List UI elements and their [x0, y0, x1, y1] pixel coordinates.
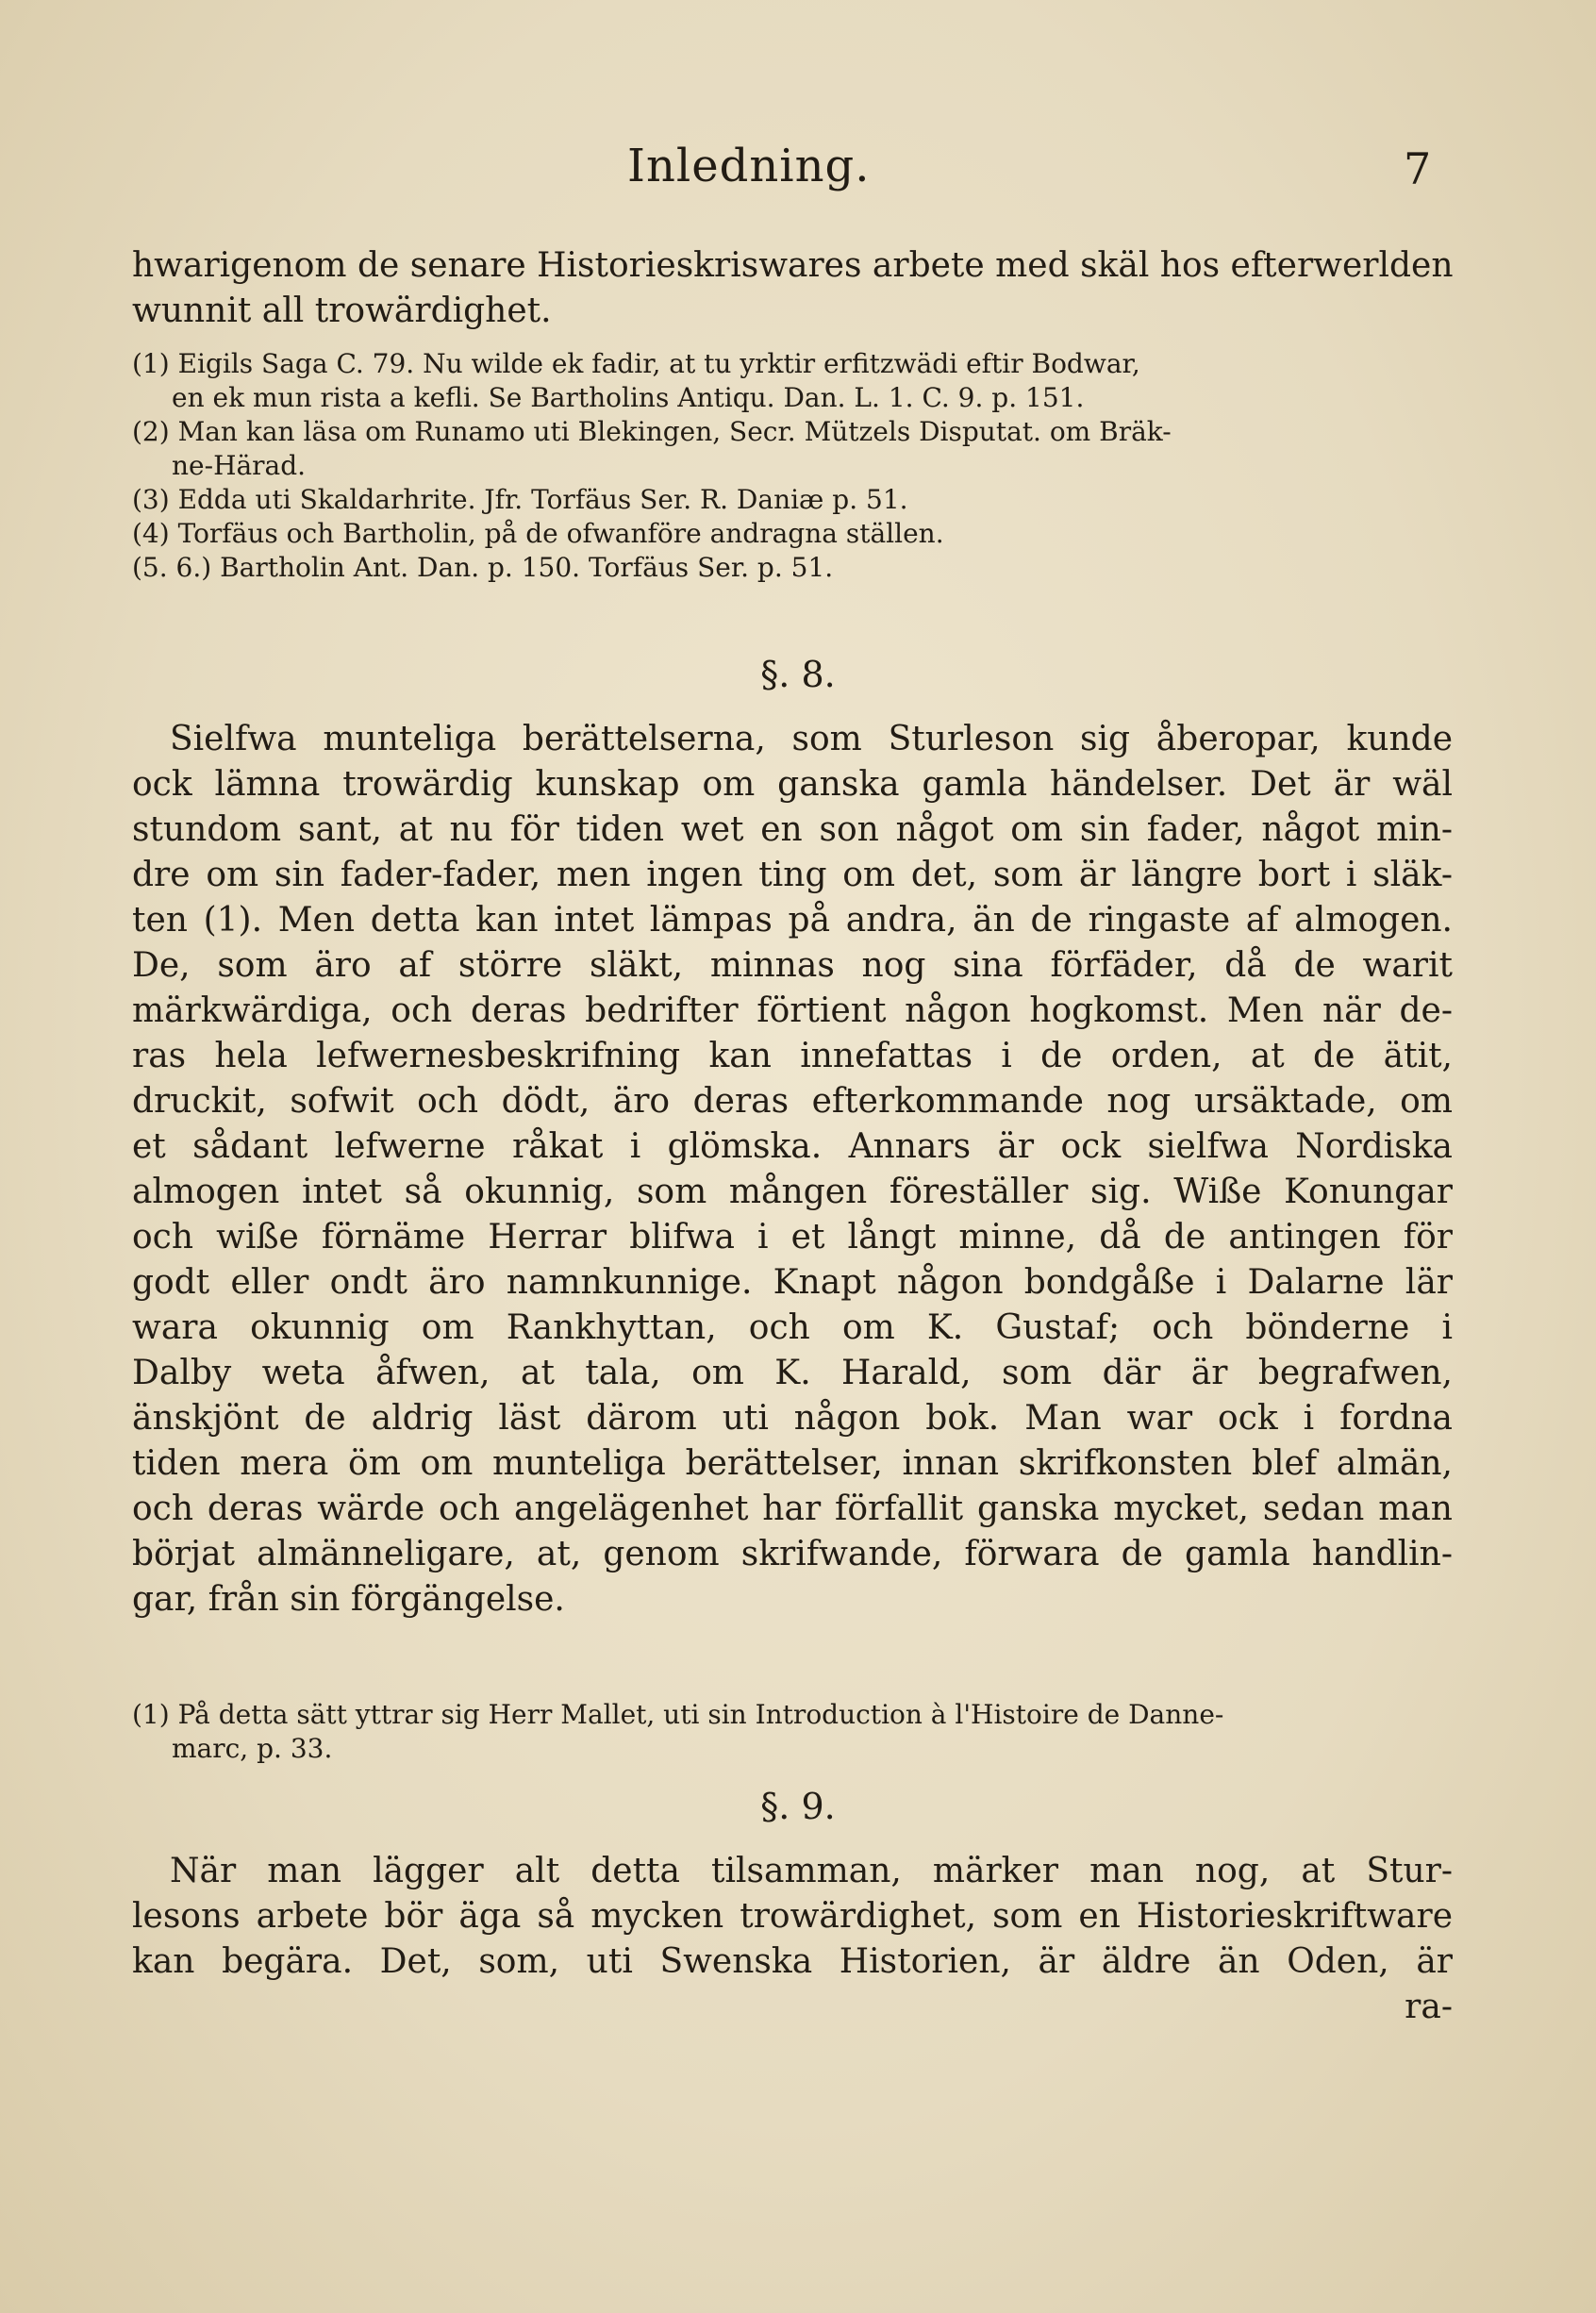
text-line: almogen intet så okunnig, som mången föreställer sig. Wiße Konungar	[132, 1173, 1453, 1211]
text-line: et sådant lefwerne råkat i glömska. Annars är ock sielfwa Nordiska	[132, 1127, 1453, 1166]
footnote-line: (1) Eigils Saga C. 79. Nu wilde ek fadir, at tu yrktir erfitzwädi eftir Bodwar,	[132, 348, 1140, 379]
text-line: ock lämna trowärdig kunskap om ganska gamla händelser. Det är wäl	[132, 765, 1453, 804]
text-line: hwarigenom de senare Historieskriswares arbete med skäl hos efterwerlden	[132, 246, 1454, 285]
text-line: Dalby weta åfwen, at tala, om K. Harald, som där är begrafwen,	[132, 1354, 1453, 1392]
footnotes-upper	[132, 347, 1453, 585]
text-line: De, som äro af större släkt, minnas nog sina förfäder, då de warit	[132, 946, 1453, 985]
section-heading-9: §. 9.	[760, 1786, 836, 1827]
running-title: Inledning.	[627, 140, 871, 192]
page-number: 7	[1404, 143, 1432, 194]
text-line: och wiße förnäme Herrar blifwa i et långt minne, då de antingen för	[132, 1218, 1453, 1256]
section-8-paragraph	[132, 717, 1453, 1622]
text-line: kan begära. Det, som, uti Swenska Historien, är äldre än Oden, är	[132, 1942, 1453, 1981]
text-line: tiden mera öm om munteliga berättelser, innan skrifkonsten blef almän,	[132, 1444, 1453, 1483]
catchword: ra-	[1405, 1988, 1453, 2026]
section-9-paragraph	[132, 1849, 1453, 2030]
footnote-line: (3) Edda uti Skaldarhrite. Jfr. Torfäus Ser. R. Daniæ p. 51.	[132, 484, 908, 515]
section-heading-8: §. 8.	[760, 654, 836, 695]
intro-paragraph	[132, 243, 1453, 334]
footnote-line: (5. 6.) Bartholin Ant. Dan. p. 150. Torfäus Ser. p. 51.	[132, 552, 834, 583]
page-header	[0, 140, 1596, 215]
text-line: märkwärdiga, och deras bedrifter förtient någon hogkomst. Men när de-	[132, 991, 1453, 1030]
text-line: ten (1). Men detta kan intet lämpas på andra, än de ringaste af almogen.	[132, 901, 1453, 940]
text-line: änskjönt de aldrig läst därom uti någon bok. Man war ock i fordna	[132, 1399, 1453, 1438]
text-line: godt eller ondt äro namnkunnige. Knapt någon bondgåße i Dalarne lär	[132, 1263, 1453, 1302]
text-line: wara okunnig om Rankhyttan, och om K. Gustaf; och bönderne i	[132, 1308, 1453, 1347]
text-line: dre om sin fader-fader, men ingen ting om det, som är längre bort i släk-	[132, 856, 1453, 894]
text-line: Sielfwa munteliga berättelserna, som Sturleson sig åberopar, kunde	[170, 720, 1453, 758]
footnotes-lower	[132, 1698, 1453, 1766]
text-line: ras hela lefwernesbeskrifning kan innefattas i de orden, at de ätit,	[132, 1037, 1453, 1075]
footnote-line: en ek mun rista a kefli. Se Bartholins Antiqu. Dan. L. 1. C. 9. p. 151.	[172, 382, 1085, 413]
text-line: druckit, sofwit och dödt, äro deras efterkommande nog ursäktade, om	[132, 1082, 1453, 1121]
text-line: gar, från sin förgängelse.	[132, 1580, 565, 1619]
footnote-line: (4) Torfäus och Bartholin, på de ofwanföre andragna ställen.	[132, 518, 944, 549]
footnote-line: (2) Man kan läsa om Runamo uti Blekingen, Secr. Mützels Disputat. om Bräk-	[132, 416, 1172, 447]
text-line: När man lägger alt detta tilsamman, märker man nog, at Stur-	[170, 1852, 1453, 1890]
footnote-line: ne-Härad.	[172, 450, 307, 481]
text-line: wunnit all trowärdighet.	[132, 291, 552, 330]
footnote-line: (1) På detta sätt yttrar sig Herr Mallet, uti sin Introduction à l'Histoire de Danne-	[132, 1699, 1224, 1730]
footnote-line: marc, p. 33.	[172, 1733, 333, 1764]
text-line: och deras wärde och angelägenhet har förfallit ganska mycket, sedan man	[132, 1489, 1453, 1528]
text-line: börjat almänneligare, at, genom skrifwande, förwara de gamla handlin-	[132, 1535, 1453, 1573]
text-line: stundom sant, at nu för tiden wet en son något om sin fader, något min-	[132, 810, 1453, 849]
text-line: lesons arbete bör äga så mycken trowärdighet, som en Historieskriftware	[132, 1897, 1453, 1936]
